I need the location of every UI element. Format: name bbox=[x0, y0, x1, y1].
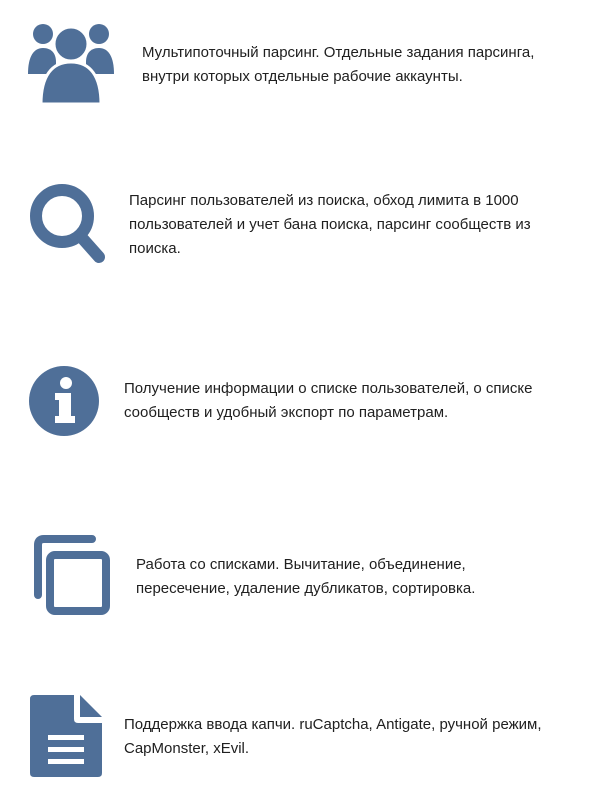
info-icon bbox=[29, 366, 99, 436]
feature-description bbox=[124, 713, 542, 761]
feature-line: Парсинг пользователей из поиска, обход лимита в 1000 bbox=[129, 192, 519, 209]
feature-description bbox=[142, 41, 534, 89]
feature-line: сообществ и удобный экспорт по параметрам. bbox=[124, 404, 449, 421]
feature-line: поиска. bbox=[129, 240, 181, 257]
users-icon bbox=[28, 20, 114, 104]
feature-description bbox=[136, 553, 475, 601]
feature-description bbox=[129, 189, 531, 261]
feature-line: Работа со списками. Вычитание, объединение, bbox=[136, 556, 466, 573]
feature-line: пересечение, удаление дубликатов, сортировка. bbox=[136, 580, 476, 597]
feature-line: Мультипоточный парсинг. Отдельные задания парсинга, bbox=[142, 44, 535, 61]
feature-description bbox=[124, 377, 533, 425]
feature-line: CapMonster, xEvil. bbox=[124, 740, 250, 757]
document-icon bbox=[30, 695, 102, 777]
feature-line: пользователей и учет бана поиска, парсинг сообществ из bbox=[129, 216, 531, 233]
feature-line: Поддержка ввода капчи. ruCaptcha, Antigate, ручной режим, bbox=[124, 716, 542, 733]
search-icon bbox=[29, 183, 107, 265]
copy-icon bbox=[30, 535, 112, 617]
feature-line: внутри которых отдельные рабочие аккаунты. bbox=[142, 68, 463, 85]
feature-line: Получение информации о списке пользователей, о списке bbox=[124, 380, 533, 397]
